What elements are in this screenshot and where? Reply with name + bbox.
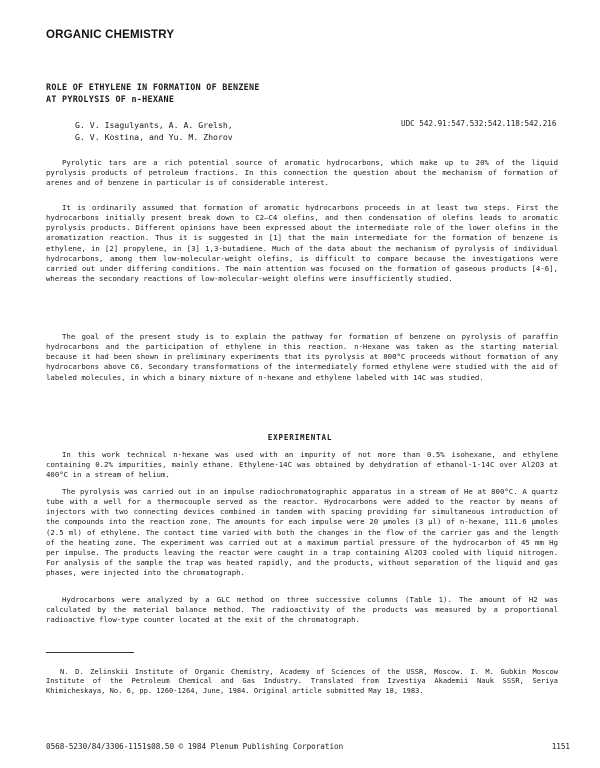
paragraph-intro: Pyrolytic tars are a rich potential source of aromatic hydrocarbons, which make up to 20% of the liquid pyrolysis products of petroleum fractions. In this connection the question about the mechanism of formation of arenes and of benzene in particular is of considerable interest. [46, 158, 558, 188]
footnote-divider [46, 652, 134, 653]
paragraph-pyrolysis-method: The pyrolysis was carried out in an impulse radiochromatographic apparatus in a stream of He at 800°C. A quartz tube with a well for a thermocouple served as the reactor. Hydrocarbons were added to the reactor by means of injectors with two connecting devices combined in tandem with spacing providing for simultaneous introduction of the compounds into the reaction zone. The amounts for each impulse were 20 µmoles (3 µl) of n-hexane, 111.6 µmoles (2.5 ml) of ethylene. The contact time varied with both the changes in the flow of the carrier gas and the length of the heating zone. The experiment was carried out at a maximum partial pressure of the hydrocarbon of 45 mm Hg per impulse. The products leaving the reactor were caught in a trap containing Al2O3 cooled with liquid nitrogen. For analysis of the sample the trap was heated rapidly, and the products, without separation of the liquid and gas phases, were injected into the chromatograph. [46, 487, 558, 578]
paragraph-background: It is ordinarily assumed that formation of aromatic hydrocarbons proceeds in at least two steps. First the hydrocarbons initially present break down to C2–C4 olefins, and then condensation of olefins leads to aromatic pyrolysis products. Different opinions have been expressed about the intermediate role of the lower olefins in the aromatization reaction. Thus it is suggested in [1] that the main intermediate for the formation of benzene is ethylene, in [2] propylene, in [3] 1,3-butadiene. Much of the data about the mechanism of pyrolysis of individual hydrocarbons, among them low-molecular-weight olefins, is difficult to compare because the investigations were carried out under differing conditions. The main attention was focused on the formation of gaseous products [4-6], whereas the secondary reactions of low-molecular-weight olefins were insufficiently studied. [46, 203, 558, 284]
paragraph-goal: The goal of the present study is to explain the pathway for formation of benzene on pyrolysis of paraffin hydrocarbons and the participation of ethylene in this reaction. n-Hexane was taken as the starting material because it had been shown in preliminary experiments that its pyrolysis at 800°C proceeds without formation of any hydrocarbons above C6. Secondary transformations of the intermediately formed ethylene were studied with the aid of labeled molecules, in which a binary mixture of n-hexane and ethylene labeled with 14C was studied. [46, 332, 558, 382]
article-title-line-1: ROLE OF ETHYLENE IN FORMATION OF BENZENE [46, 82, 260, 92]
udc-code: UDC 542.91:547.532:542.118:542.216 [401, 119, 557, 128]
page-number: 1151 [551, 742, 570, 751]
journal-header: ORGANIC CHEMISTRY [46, 29, 175, 41]
authors [75, 119, 233, 143]
footnote: N. D. Zelinskii Institute of Organic Chemistry, Academy of Sciences of the USSR, Moscow. I. M. Gubkin Moscow Institute of the Petroleum Chemical and Gas Industry. Translated from Izvestiya Akademii Nauk SSSR, Seriya Khimicheskaya, No. 6, pp. 1260-1264, June, 1984. Original article submitted May 18, 1983. [46, 667, 558, 695]
authors-line-2: G. V. Kostina, and Yu. M. Zhorov [75, 132, 233, 142]
authors-line-1: G. V. Isagulyants, A. A. Grelsh, [75, 120, 233, 130]
article-title-line-2: AT PYROLYSIS OF n-HEXANE [46, 94, 175, 104]
section-heading-experimental: EXPERIMENTAL [267, 433, 333, 442]
paragraph-analysis: Hydrocarbons were analyzed by a GLC method on three successive columns (Table 1). The amount of H2 was calculated by the material balance method. The radioactivity of the products was measured by a proportional radioactive flow-type counter located at the exit of the chromatograph. [46, 595, 558, 625]
copyright-line: 0568-5230/84/3306-1151$08.50 © 1984 Plenum Publishing Corporation [46, 742, 344, 751]
paragraph-materials: In this work technical n-hexane was used with an impurity of not more than 0.5% isohexane, and ethylene containing 0.2% impurities, mainly ethane. Ethylene-14C was obtained by dehydration of ethanol-1-14C over Al2O3 at 400°C in a stream of helium. [46, 450, 558, 480]
